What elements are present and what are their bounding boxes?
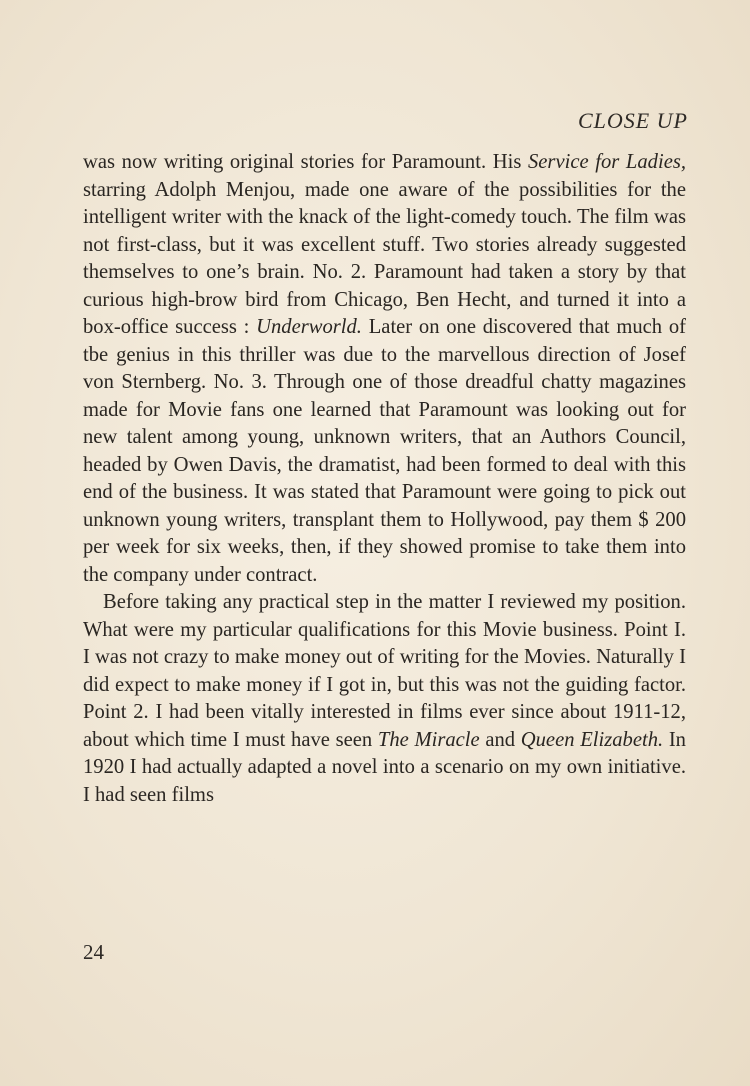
text-run: Later on one discovered that much of tbe genius in this thriller was due to the marvellous direction of Josef von Sternberg. No. 3. Through one of those dreadful chatty magazines made for Movie fans one learned that Paramount was looking out for new talent among young, unknown writers, that an Authors Council, headed by Owen Davis, the dramatist, had been formed to deal with this end of the business. It was stated that Paramount were going to pick out unknown young writers, transplant them to Hollywood, pay them $ 200 per week for six weeks, then, if they showed promise to take them into the company under contract. bbox=[83, 316, 686, 586]
text-run: and bbox=[479, 728, 521, 751]
paragraph-1 bbox=[83, 149, 686, 589]
film-title: Queen Elizabeth. bbox=[520, 728, 664, 751]
film-title: Service for Ladies, bbox=[528, 151, 686, 173]
film-title: Underworld. bbox=[256, 316, 362, 338]
film-title: The Miracle bbox=[377, 728, 480, 751]
page-number: 24 bbox=[83, 940, 104, 964]
paragraph-2 bbox=[83, 589, 686, 809]
text-run: starring Adolph Menjou, made one aware of the possibilities for the intelligent writer with the knack of the light-comedy touch. The film was not first-class, but it was excellent stuff. Two stories already suggested themselves to one’s brain. No. 2. Paramount had taken a story by that curious high-brow bird from Chicago, Ben Hecht, and turned it into a box-office success : bbox=[83, 178, 686, 338]
text-run: In 1920 I had actually adapted a novel into a scenario on my own initiative. I had seen films bbox=[83, 728, 686, 806]
body-text bbox=[83, 149, 686, 809]
running-head: CLOSE UP bbox=[577, 108, 688, 133]
text-run: Before taking any practical step in the matter I reviewed my position. What were my particular qualifications for this Movie business. Point I. I was not crazy to make money out of writing for the Movies. Naturally I did expect to make money if I got in, but this was not the guiding factor. Point 2. I had been vitally interested in films ever since about 1911-12, about which time I must have seen bbox=[83, 591, 686, 751]
text-run: was now writing original stories for Paramount. His bbox=[83, 151, 528, 173]
